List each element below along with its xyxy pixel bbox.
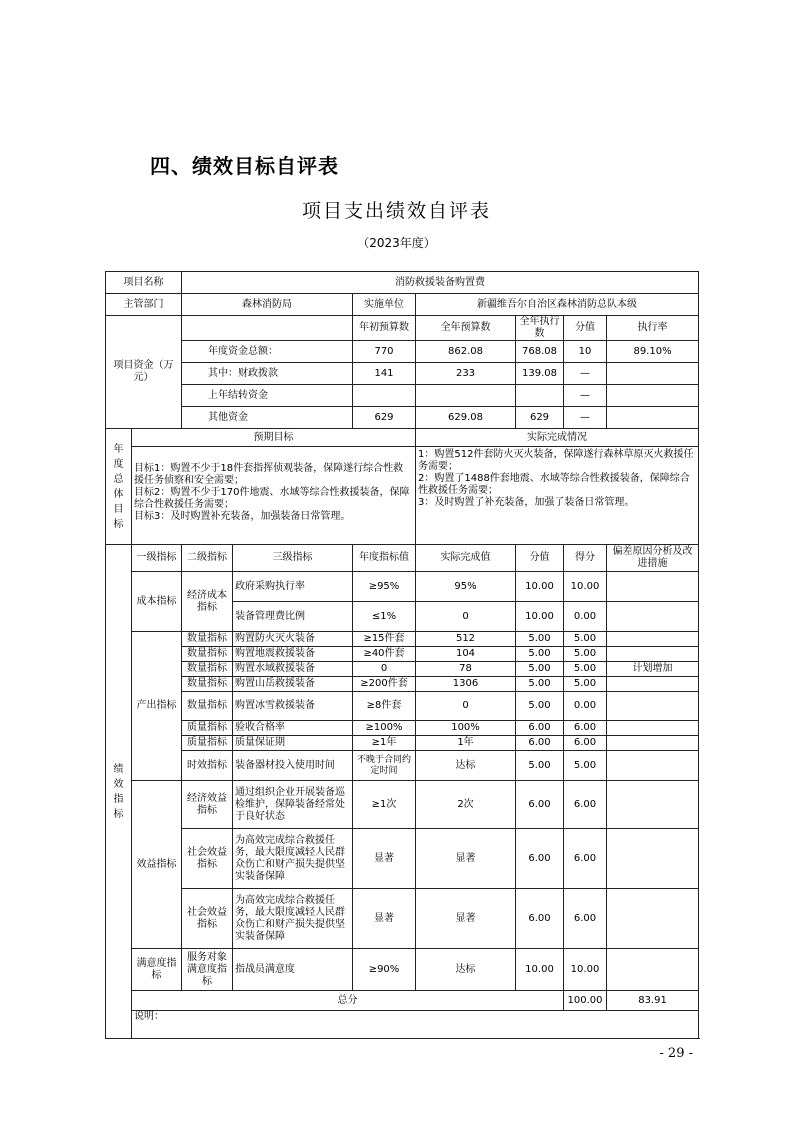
deviation-note <box>607 572 699 602</box>
level1-indicator: 产出指标 <box>132 632 182 781</box>
actual-value: 100% <box>416 721 516 736</box>
funds-cell <box>607 385 699 407</box>
level2-indicator: 数量指标 <box>182 677 233 692</box>
funds-row-label: 其他资金 <box>182 407 353 429</box>
score-value: 5.00 <box>516 751 564 781</box>
indicator-row <box>106 949 699 991</box>
actual-value: 0 <box>416 602 516 632</box>
funds-row-label: 其中：财政拨款 <box>182 363 353 385</box>
level2-indicator: 经济效益指标 <box>182 781 233 829</box>
target-value: ≥15件套 <box>353 632 416 647</box>
goals-content-row <box>106 447 699 545</box>
total-score-value: 100.00 <box>564 991 607 1011</box>
section-heading: 四、绩效目标自评表 <box>150 154 339 178</box>
target-value: ≥1次 <box>353 781 416 829</box>
level1-indicator: 满意度指标 <box>132 949 182 991</box>
indicator-row <box>106 889 699 949</box>
department-label: 主管部门 <box>106 294 182 316</box>
level3-indicator: 指战员满意度 <box>233 949 353 991</box>
level2-indicator: 质量指标 <box>182 721 233 736</box>
deviation-note: 计划增加 <box>607 662 699 677</box>
notes-row <box>106 1011 699 1039</box>
total-label: 总分 <box>132 991 564 1011</box>
score: 5.00 <box>564 647 607 662</box>
target-value: ≤1% <box>353 602 416 632</box>
deviation-note <box>607 949 699 991</box>
unit-label: 实施单位 <box>353 294 416 316</box>
funds-row-label: 年度资金总额： <box>182 341 353 363</box>
goal-item: 目标1：购置不少于18件套指挥侦观装备，保障遂行综合性救援任务侦察和安全需要； <box>134 463 404 486</box>
actual-value: 显著 <box>416 889 516 949</box>
deviation-note <box>607 721 699 736</box>
actual-value: 达标 <box>416 751 516 781</box>
score: 6.00 <box>564 736 607 751</box>
score: 5.00 <box>564 751 607 781</box>
expected-goals-header: 预期目标 <box>132 429 416 447</box>
score-value: 6.00 <box>516 721 564 736</box>
funds-cell: — <box>564 385 607 407</box>
score-value: 5.00 <box>516 662 564 677</box>
deviation-note <box>607 677 699 692</box>
funds-header: 年初预算数 <box>353 316 416 341</box>
indicators-label: 绩效指标 <box>106 545 132 1039</box>
deviation-note <box>607 602 699 632</box>
level2-indicator: 经济成本指标 <box>182 572 233 632</box>
indicator-row <box>106 781 699 829</box>
actual-value: 2次 <box>416 781 516 829</box>
funds-label: 项目资金（万元） <box>106 316 182 429</box>
level2-indicator: 服务对象满意度指标 <box>182 949 233 991</box>
score: 6.00 <box>564 889 607 949</box>
target-value: 显著 <box>353 829 416 889</box>
level3-indicator: 验收合格率 <box>233 721 353 736</box>
score-value: 10.00 <box>516 602 564 632</box>
actual-value: 1306 <box>416 677 516 692</box>
total-row <box>106 991 699 1011</box>
level2-indicator: 社会效益指标 <box>182 889 233 949</box>
level3-indicator: 为高效完成综合救援任务，最大限度减轻人民群众伤亡和财产损失提供坚实装备保障 <box>233 829 353 889</box>
score: 6.00 <box>564 781 607 829</box>
target-value: 不晚于合同约定时间 <box>353 751 416 781</box>
funds-cell: — <box>564 363 607 385</box>
deviation-note <box>607 889 699 949</box>
level3-indicator: 购置防火灭火装备 <box>233 632 353 647</box>
score: 0.00 <box>564 602 607 632</box>
deviation-note <box>607 781 699 829</box>
score-value: 6.00 <box>516 781 564 829</box>
indicator-header: 二级指标 <box>182 545 233 572</box>
funds-cell: 10 <box>564 341 607 363</box>
indicator-header: 偏差原因分析及改进措施 <box>607 545 699 572</box>
funds-header: 执行率 <box>607 316 699 341</box>
funds-header: 全年预算数 <box>416 316 516 341</box>
level3-indicator: 装备管理费比例 <box>233 602 353 632</box>
goal-item: 目标3：及时购置补充装备，加强装备日常管理。 <box>134 511 351 522</box>
level3-indicator: 购置地震救援装备 <box>233 647 353 662</box>
score: 5.00 <box>564 677 607 692</box>
funds-cell: 862.08 <box>416 341 516 363</box>
indicator-header-row <box>106 545 699 572</box>
indicator-header: 得分 <box>564 545 607 572</box>
score: 5.00 <box>564 662 607 677</box>
table-title: 项目支出绩效自评表 <box>301 200 491 222</box>
indicator-header: 实际完成值 <box>416 545 516 572</box>
funds-cell: 233 <box>416 363 516 385</box>
level3-indicator: 购置山岳救援装备 <box>233 677 353 692</box>
level2-indicator: 社会效益指标 <box>182 829 233 889</box>
indicator-row <box>106 692 699 721</box>
score-value: 5.00 <box>516 692 564 721</box>
funds-cell <box>607 363 699 385</box>
level3-indicator: 政府采购执行率 <box>233 572 353 602</box>
actual-value: 104 <box>416 647 516 662</box>
level3-indicator: 为高效完成综合救援任务，最大限度减轻人民群众伤亡和财产损失提供坚实装备保障 <box>233 889 353 949</box>
funds-cell <box>607 407 699 429</box>
deviation-note <box>607 751 699 781</box>
score: 10.00 <box>564 572 607 602</box>
score-value: 5.00 <box>516 632 564 647</box>
goals-header-row <box>106 429 699 447</box>
funds-header: 分值 <box>564 316 607 341</box>
target-value: ≥200件套 <box>353 677 416 692</box>
funds-row <box>106 407 699 429</box>
funds-cell: 770 <box>353 341 416 363</box>
goal-item: 目标2：购置不少于170件地震、水域等综合性救援装备，保障综合性救援任务需要； <box>134 487 410 510</box>
deviation-note <box>607 632 699 647</box>
project-name-value: 消防救援装备购置费 <box>182 272 699 294</box>
indicator-header: 分值 <box>516 545 564 572</box>
actual-results-header: 实际完成情况 <box>416 429 699 447</box>
funds-header: 全年执行数 <box>516 316 564 341</box>
level2-indicator: 数量指标 <box>182 647 233 662</box>
funds-cell <box>516 385 564 407</box>
level2-indicator: 质量指标 <box>182 736 233 751</box>
funds-header-row <box>106 316 699 341</box>
indicator-row <box>106 572 699 602</box>
funds-cell: — <box>564 407 607 429</box>
funds-cell: 629.08 <box>416 407 516 429</box>
target-value: ≥1年 <box>353 736 416 751</box>
score-value: 6.00 <box>516 829 564 889</box>
target-value: ≥40件套 <box>353 647 416 662</box>
indicator-row <box>106 662 699 677</box>
level2-indicator: 数量指标 <box>182 632 233 647</box>
actual-value: 显著 <box>416 829 516 889</box>
funds-cell: 139.08 <box>516 363 564 385</box>
level1-indicator: 成本指标 <box>132 572 182 632</box>
table-year: （2023年度） <box>357 236 436 250</box>
level3-indicator: 购置水域救援装备 <box>233 662 353 677</box>
page-number: - 29 - <box>659 1046 693 1061</box>
target-value: ≥100% <box>353 721 416 736</box>
goals-label: 年度总体目标 <box>106 429 132 545</box>
expected-goals <box>132 447 416 545</box>
deviation-note <box>607 647 699 662</box>
actual-value: 95% <box>416 572 516 602</box>
department-value: 森林消防局 <box>182 294 353 316</box>
level3-indicator: 装备器材投入使用时间 <box>233 751 353 781</box>
performance-table <box>105 271 699 1039</box>
score-value: 10.00 <box>516 949 564 991</box>
indicator-row <box>106 721 699 736</box>
funds-row <box>106 385 699 407</box>
indicator-row <box>106 677 699 692</box>
target-value: ≥95% <box>353 572 416 602</box>
score-value: 6.00 <box>516 889 564 949</box>
score: 6.00 <box>564 829 607 889</box>
total-score: 83.91 <box>607 991 699 1011</box>
level2-indicator: 数量指标 <box>182 692 233 721</box>
funds-cell <box>353 385 416 407</box>
department-row <box>106 294 699 316</box>
score: 10.00 <box>564 949 607 991</box>
score-value: 6.00 <box>516 736 564 751</box>
indicator-row <box>106 829 699 889</box>
notes-label: 说明： <box>132 1011 699 1039</box>
result-item: 3：及时购置了补充装备，加强了装备日常管理。 <box>418 497 635 508</box>
score-value: 5.00 <box>516 647 564 662</box>
deviation-note <box>607 692 699 721</box>
indicator-row <box>106 736 699 751</box>
funds-cell: 89.10% <box>607 341 699 363</box>
score-value: 5.00 <box>516 677 564 692</box>
score: 0.00 <box>564 692 607 721</box>
project-name-row <box>106 272 699 294</box>
deviation-note <box>607 829 699 889</box>
actual-results <box>416 447 699 545</box>
target-value: 0 <box>353 662 416 677</box>
funds-row <box>106 363 699 385</box>
result-item: 2：购置了1488件套地震、水域等综合性救援装备，保障综合性救援任务需要； <box>418 473 690 496</box>
deviation-note <box>607 736 699 751</box>
actual-value: 0 <box>416 692 516 721</box>
level1-indicator: 效益指标 <box>132 781 182 949</box>
actual-value: 512 <box>416 632 516 647</box>
level3-indicator: 质量保证期 <box>233 736 353 751</box>
score: 6.00 <box>564 721 607 736</box>
actual-value: 1年 <box>416 736 516 751</box>
score-value: 10.00 <box>516 572 564 602</box>
level2-indicator: 时效指标 <box>182 751 233 781</box>
indicator-header: 年度指标值 <box>353 545 416 572</box>
target-value: ≥8件套 <box>353 692 416 721</box>
indicator-row <box>106 647 699 662</box>
project-name-label: 项目名称 <box>106 272 182 294</box>
funds-row-label: 上年结转资金 <box>182 385 353 407</box>
indicator-header: 三级指标 <box>233 545 353 572</box>
target-value: ≥90% <box>353 949 416 991</box>
actual-value: 达标 <box>416 949 516 991</box>
funds-row <box>106 341 699 363</box>
level3-indicator: 通过组织企业开展装备巡检维护，保障装备经常处于良好状态 <box>233 781 353 829</box>
level2-indicator: 数量指标 <box>182 662 233 677</box>
level3-indicator: 购置冰雪救援装备 <box>233 692 353 721</box>
target-value: 显著 <box>353 889 416 949</box>
funds-cell <box>416 385 516 407</box>
funds-cell: 141 <box>353 363 416 385</box>
funds-cell: 629 <box>353 407 416 429</box>
result-item: 1：购置512件套防火灭火装备，保障遂行森林草原灭火救援任务需要； <box>418 449 694 472</box>
funds-cell: 629 <box>516 407 564 429</box>
funds-cell: 768.08 <box>516 341 564 363</box>
unit-value: 新疆维吾尔自治区森林消防总队本级 <box>416 294 699 316</box>
actual-value: 78 <box>416 662 516 677</box>
indicator-row <box>106 632 699 647</box>
indicator-header: 一级指标 <box>132 545 182 572</box>
indicator-row <box>106 751 699 781</box>
score: 5.00 <box>564 632 607 647</box>
